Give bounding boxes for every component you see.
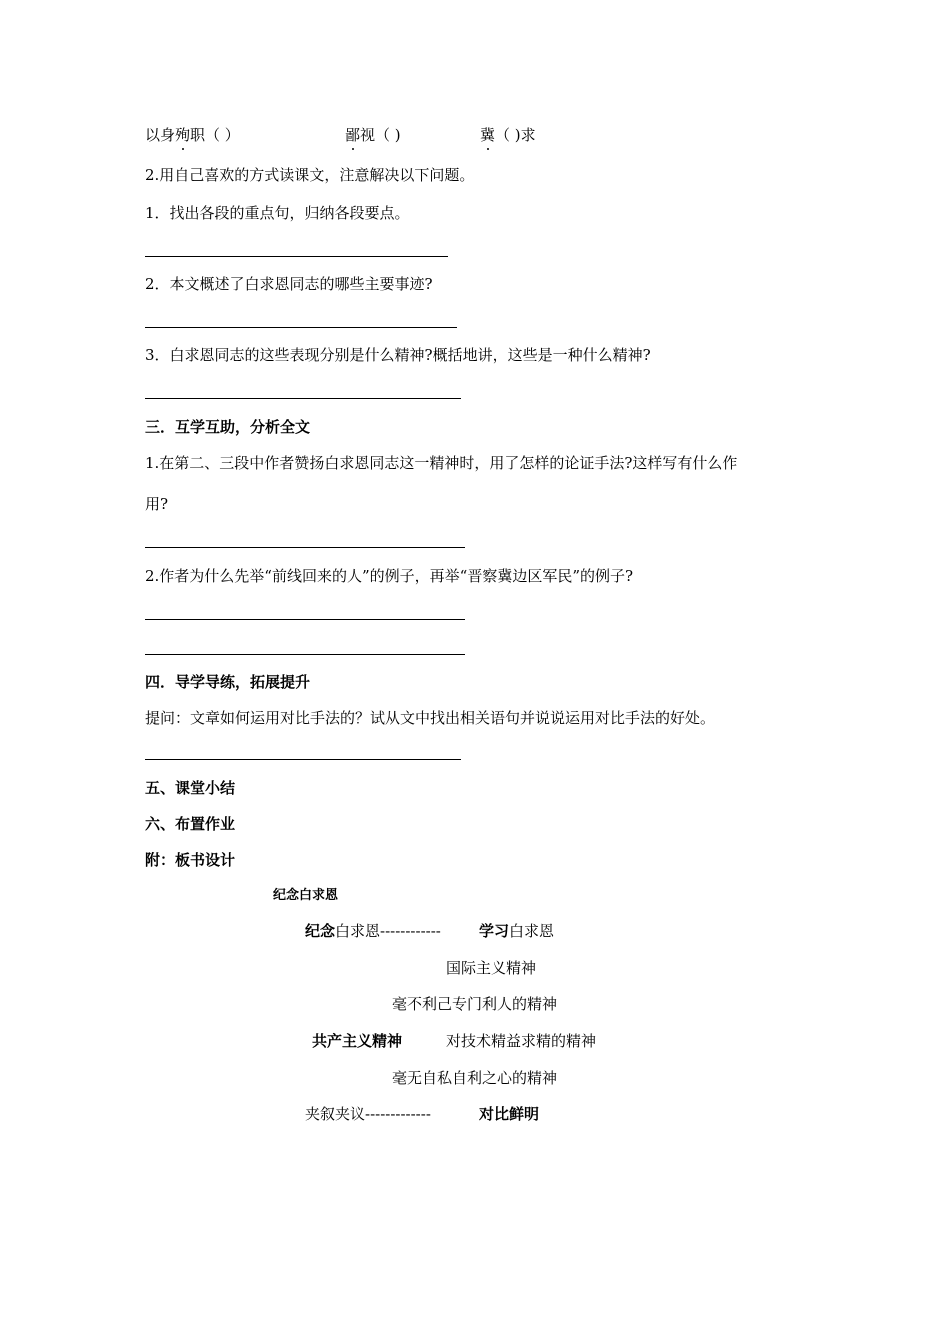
dotted-char: 殉 — [175, 126, 191, 144]
board-text: 白求恩 — [509, 922, 555, 940]
board-spirit-1: 国际主义精神 — [446, 959, 537, 977]
section-5-heading: 五、课堂小结 — [145, 779, 236, 797]
appendix-heading: 附：板书设计 — [145, 851, 236, 869]
board-spirit-4: 毫无自私自利之心的精神 — [392, 1069, 558, 1087]
board-spirit-2: 毫不利己专门利人的精神 — [392, 995, 558, 1013]
dotted-char: 冀 — [480, 126, 496, 144]
question-2-2: 2．本文概述了白求恩同志的哪些主要事迹? — [145, 275, 433, 293]
vocab-item-1 — [145, 125, 240, 145]
answer-line[interactable] — [145, 327, 457, 328]
section-6-heading: 六、布置作业 — [145, 815, 236, 833]
question-2-3: 3．白求恩同志的这些表现分别是什么精神?概括地讲，这些是一种什么精神? — [145, 346, 651, 364]
section-3-heading: 三．互学互助，分析全文 — [145, 418, 311, 436]
board-title: 纪念白求恩 — [273, 888, 339, 903]
answer-line[interactable] — [145, 654, 465, 655]
answer-line[interactable] — [145, 256, 448, 257]
section-3-question-2: 2.作者为什么先举“前线回来的人”的例子，再举“晋察冀边区军民”的例子? — [145, 567, 634, 585]
vocab-text: 职（ ） — [190, 126, 240, 144]
board-row-1-left — [305, 921, 441, 941]
board-effect: 对比鲜明 — [479, 1105, 540, 1123]
answer-line[interactable] — [145, 759, 461, 760]
section-3-question-1-line-2: 用? — [145, 495, 169, 513]
board-method: 夹叙夹议------------- — [305, 1105, 431, 1123]
section-4-question: 提问：文章如何运用对比手法的？试从文中找出相关语句并说说运用对比手法的好处。 — [145, 709, 716, 727]
vocab-text: 视（ ) — [360, 126, 401, 144]
dotted-char: 鄙 — [345, 126, 361, 144]
vocab-item-3 — [480, 125, 536, 145]
board-text: 白求恩------------ — [335, 922, 441, 940]
board-bold-text: 纪念 — [305, 922, 336, 940]
answer-line[interactable] — [145, 619, 465, 620]
vocab-text: （ )求 — [495, 126, 536, 144]
board-spirit-3: 对技术精益求精的精神 — [446, 1032, 597, 1050]
board-bold-text: 学习 — [479, 922, 510, 940]
vocab-text: 以身 — [145, 126, 176, 144]
vocab-item-2 — [345, 125, 401, 145]
section-3-question-1-line-1: 1.在第二、三段中作者赞扬白求恩同志这一精神时，用了怎样的论证手法?这样写有什么作 — [145, 454, 738, 472]
question-2-1: 1．找出各段的重点句，归纳各段要点。 — [145, 204, 410, 222]
answer-line[interactable] — [145, 547, 465, 548]
answer-line[interactable] — [145, 398, 461, 399]
question-2-intro: 2.用自己喜欢的方式读课文，注意解决以下问题。 — [145, 166, 475, 184]
board-row-1-right — [479, 921, 554, 941]
section-4-heading: 四．导学导练，拓展提升 — [145, 673, 311, 691]
board-main-spirit: 共产主义精神 — [312, 1032, 403, 1050]
